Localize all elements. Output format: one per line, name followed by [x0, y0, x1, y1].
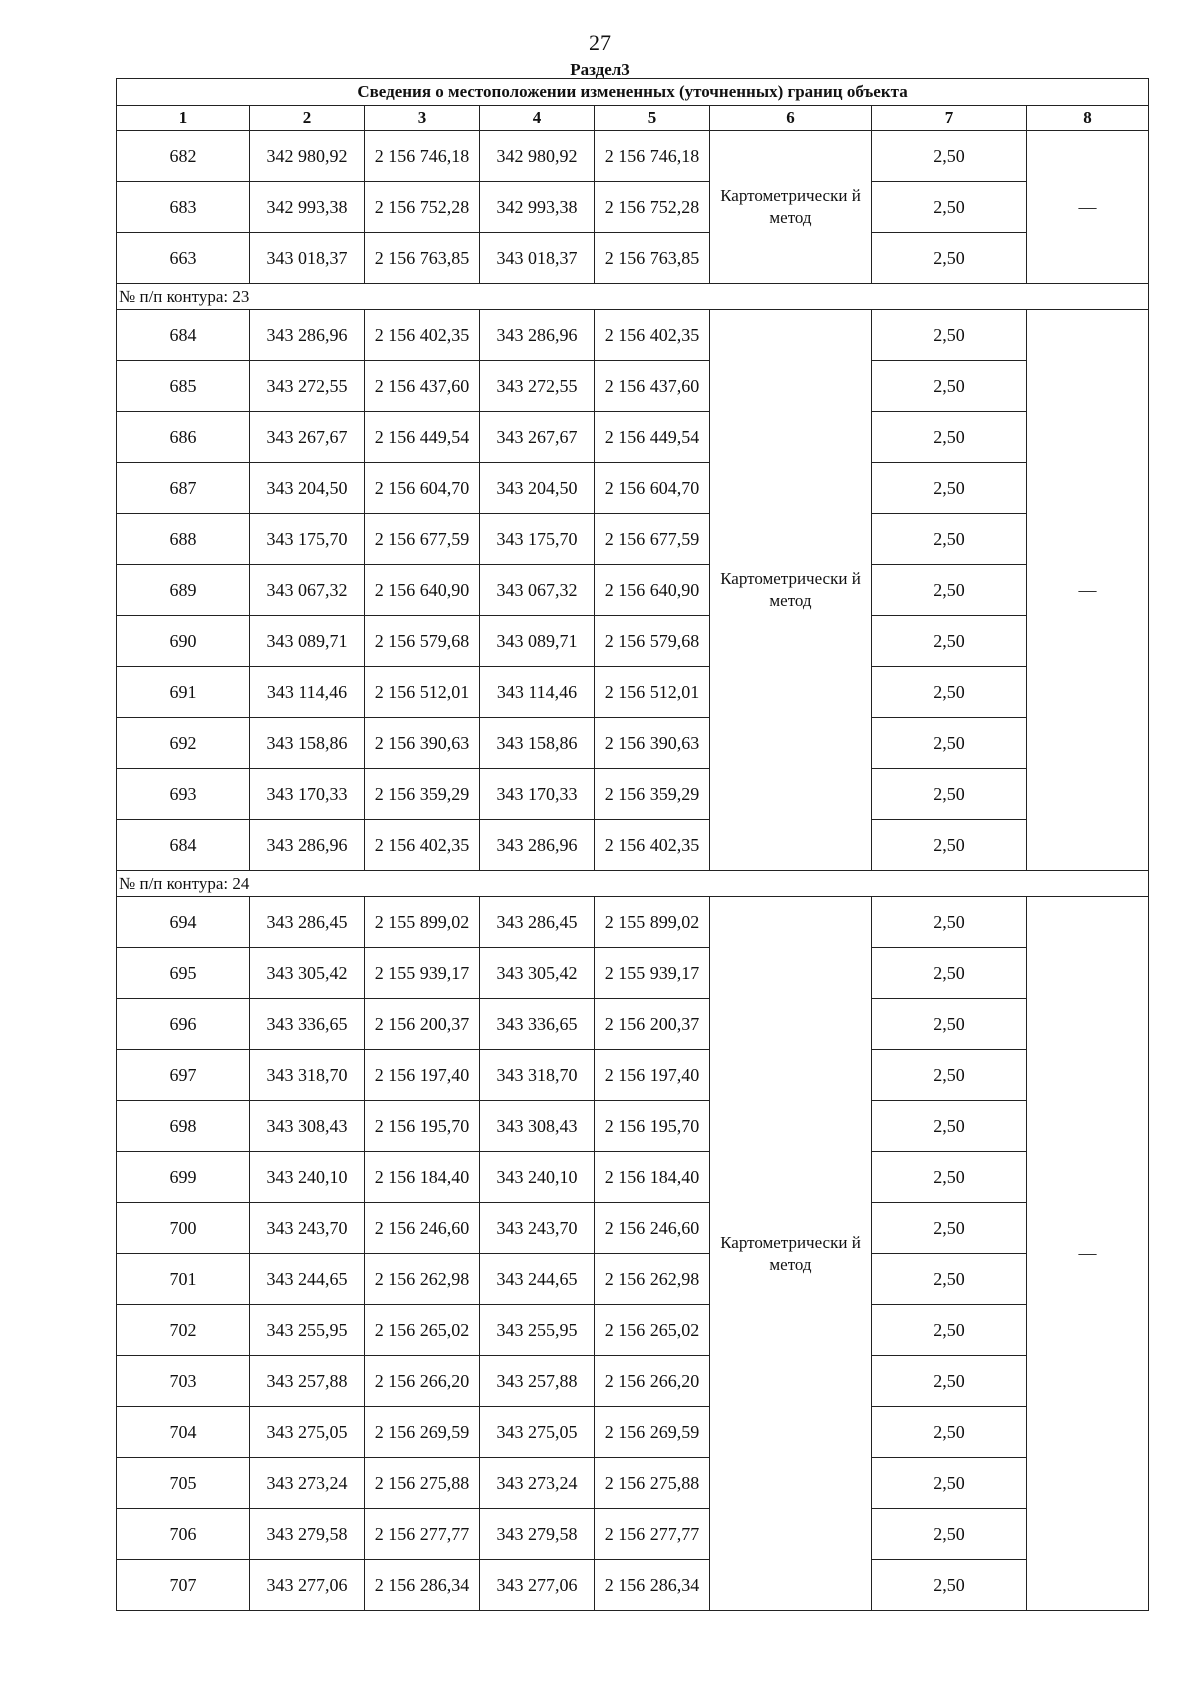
table-row [117, 361, 1149, 412]
precision-cell: 2,50 [872, 1101, 1027, 1152]
point-number-cell: 707 [117, 1560, 250, 1611]
y-coord-new-cell: 2 156 402,35 [595, 820, 710, 871]
col8-cell: — [1027, 131, 1149, 284]
column-number: 8 [1027, 106, 1149, 131]
y-coord-cell: 2 156 269,59 [365, 1407, 480, 1458]
table-row [117, 412, 1149, 463]
y-coord-new-cell: 2 156 746,18 [595, 131, 710, 182]
y-coord-cell: 2 156 286,34 [365, 1560, 480, 1611]
x-coord-cell: 343 273,24 [250, 1458, 365, 1509]
boundary-table [116, 78, 1149, 1611]
table-row [117, 131, 1149, 182]
y-coord-new-cell: 2 156 200,37 [595, 999, 710, 1050]
contour-label: № п/п контура: 24 [117, 871, 1149, 897]
y-coord-new-cell: 2 155 899,02 [595, 897, 710, 948]
precision-cell: 2,50 [872, 948, 1027, 999]
x-coord-cell: 343 286,96 [250, 820, 365, 871]
table-row [117, 1458, 1149, 1509]
precision-cell: 2,50 [872, 616, 1027, 667]
column-number: 7 [872, 106, 1027, 131]
x-coord-new-cell: 343 244,65 [480, 1254, 595, 1305]
x-coord-cell: 343 286,96 [250, 310, 365, 361]
y-coord-cell: 2 156 437,60 [365, 361, 480, 412]
precision-cell: 2,50 [872, 182, 1027, 233]
precision-cell: 2,50 [872, 1458, 1027, 1509]
x-coord-new-cell: 343 305,42 [480, 948, 595, 999]
x-coord-new-cell: 343 089,71 [480, 616, 595, 667]
precision-cell: 2,50 [872, 999, 1027, 1050]
x-coord-new-cell: 343 279,58 [480, 1509, 595, 1560]
x-coord-cell: 343 243,70 [250, 1203, 365, 1254]
y-coord-new-cell: 2 155 939,17 [595, 948, 710, 999]
y-coord-cell: 2 156 640,90 [365, 565, 480, 616]
point-number-cell: 692 [117, 718, 250, 769]
x-coord-cell: 343 267,67 [250, 412, 365, 463]
x-coord-new-cell: 343 286,96 [480, 310, 595, 361]
x-coord-new-cell: 343 257,88 [480, 1356, 595, 1407]
column-number: 5 [595, 106, 710, 131]
col8-cell: — [1027, 310, 1149, 871]
table-row [117, 182, 1149, 233]
point-number-cell: 684 [117, 820, 250, 871]
point-number-cell: 704 [117, 1407, 250, 1458]
x-coord-new-cell: 343 243,70 [480, 1203, 595, 1254]
table-row [117, 1305, 1149, 1356]
x-coord-cell: 343 277,06 [250, 1560, 365, 1611]
y-coord-new-cell: 2 156 275,88 [595, 1458, 710, 1509]
precision-cell: 2,50 [872, 233, 1027, 284]
precision-cell: 2,50 [872, 565, 1027, 616]
y-coord-new-cell: 2 156 266,20 [595, 1356, 710, 1407]
point-number-cell: 683 [117, 182, 250, 233]
y-coord-new-cell: 2 156 752,28 [595, 182, 710, 233]
point-number-cell: 691 [117, 667, 250, 718]
point-number-cell: 693 [117, 769, 250, 820]
precision-cell: 2,50 [872, 897, 1027, 948]
y-coord-cell: 2 156 266,20 [365, 1356, 480, 1407]
x-coord-cell: 343 175,70 [250, 514, 365, 565]
y-coord-cell: 2 156 275,88 [365, 1458, 480, 1509]
point-number-cell: 694 [117, 897, 250, 948]
x-coord-new-cell: 343 267,67 [480, 412, 595, 463]
y-coord-cell: 2 156 402,35 [365, 820, 480, 871]
x-coord-cell: 343 170,33 [250, 769, 365, 820]
point-number-cell: 695 [117, 948, 250, 999]
y-coord-cell: 2 156 746,18 [365, 131, 480, 182]
precision-cell: 2,50 [872, 667, 1027, 718]
precision-cell: 2,50 [872, 412, 1027, 463]
table-row [117, 718, 1149, 769]
x-coord-new-cell: 343 067,32 [480, 565, 595, 616]
precision-cell: 2,50 [872, 1356, 1027, 1407]
table-row [117, 616, 1149, 667]
precision-cell: 2,50 [872, 310, 1027, 361]
y-coord-cell: 2 156 184,40 [365, 1152, 480, 1203]
contour-label: № п/п контура: 23 [117, 284, 1149, 310]
point-number-cell: 663 [117, 233, 250, 284]
point-number-cell: 699 [117, 1152, 250, 1203]
x-coord-new-cell: 343 272,55 [480, 361, 595, 412]
table-row [117, 565, 1149, 616]
x-coord-new-cell: 342 980,92 [480, 131, 595, 182]
col8-cell: — [1027, 897, 1149, 1611]
precision-cell: 2,50 [872, 361, 1027, 412]
x-coord-new-cell: 343 158,86 [480, 718, 595, 769]
x-coord-cell: 343 255,95 [250, 1305, 365, 1356]
y-coord-new-cell: 2 156 677,59 [595, 514, 710, 565]
y-coord-cell: 2 156 512,01 [365, 667, 480, 718]
x-coord-cell: 342 993,38 [250, 182, 365, 233]
point-number-cell: 701 [117, 1254, 250, 1305]
x-coord-new-cell: 343 275,05 [480, 1407, 595, 1458]
precision-cell: 2,50 [872, 1305, 1027, 1356]
x-coord-cell: 343 018,37 [250, 233, 365, 284]
table-row [117, 463, 1149, 514]
table-row [117, 897, 1149, 948]
x-coord-new-cell: 343 286,96 [480, 820, 595, 871]
y-coord-new-cell: 2 156 197,40 [595, 1050, 710, 1101]
y-coord-cell: 2 155 899,02 [365, 897, 480, 948]
point-number-cell: 688 [117, 514, 250, 565]
table-row [117, 1407, 1149, 1458]
y-coord-cell: 2 156 763,85 [365, 233, 480, 284]
y-coord-new-cell: 2 156 579,68 [595, 616, 710, 667]
table-row [117, 820, 1149, 871]
y-coord-new-cell: 2 156 763,85 [595, 233, 710, 284]
precision-cell: 2,50 [872, 769, 1027, 820]
x-coord-new-cell: 342 993,38 [480, 182, 595, 233]
precision-cell: 2,50 [872, 1152, 1027, 1203]
point-number-cell: 687 [117, 463, 250, 514]
x-coord-cell: 343 114,46 [250, 667, 365, 718]
x-coord-cell: 343 275,05 [250, 1407, 365, 1458]
precision-cell: 2,50 [872, 131, 1027, 182]
precision-cell: 2,50 [872, 514, 1027, 565]
y-coord-new-cell: 2 156 269,59 [595, 1407, 710, 1458]
x-coord-cell: 343 067,32 [250, 565, 365, 616]
point-number-cell: 686 [117, 412, 250, 463]
precision-cell: 2,50 [872, 1560, 1027, 1611]
y-coord-cell: 2 156 262,98 [365, 1254, 480, 1305]
y-coord-new-cell: 2 156 359,29 [595, 769, 710, 820]
point-number-cell: 682 [117, 131, 250, 182]
point-number-cell: 697 [117, 1050, 250, 1101]
x-coord-cell: 343 240,10 [250, 1152, 365, 1203]
x-coord-new-cell: 343 318,70 [480, 1050, 595, 1101]
table-title: Сведения о местоположении измененных (уточненных) границ объекта [117, 79, 1149, 106]
x-coord-new-cell: 343 114,46 [480, 667, 595, 718]
table-row [117, 769, 1149, 820]
x-coord-cell: 343 158,86 [250, 718, 365, 769]
point-number-cell: 696 [117, 999, 250, 1050]
y-coord-new-cell: 2 156 449,54 [595, 412, 710, 463]
table-row [117, 1203, 1149, 1254]
y-coord-cell: 2 156 677,59 [365, 514, 480, 565]
x-coord-cell: 343 336,65 [250, 999, 365, 1050]
method-cell: Картометрически й метод [710, 131, 872, 284]
x-coord-cell: 343 272,55 [250, 361, 365, 412]
y-coord-cell: 2 156 277,77 [365, 1509, 480, 1560]
x-coord-cell: 343 204,50 [250, 463, 365, 514]
column-number: 1 [117, 106, 250, 131]
y-coord-cell: 2 156 579,68 [365, 616, 480, 667]
x-coord-new-cell: 343 255,95 [480, 1305, 595, 1356]
point-number-cell: 698 [117, 1101, 250, 1152]
method-cell: Картометрически й метод [710, 310, 872, 871]
y-coord-cell: 2 156 359,29 [365, 769, 480, 820]
y-coord-new-cell: 2 156 402,35 [595, 310, 710, 361]
y-coord-new-cell: 2 156 246,60 [595, 1203, 710, 1254]
x-coord-new-cell: 343 170,33 [480, 769, 595, 820]
y-coord-cell: 2 156 246,60 [365, 1203, 480, 1254]
y-coord-new-cell: 2 156 604,70 [595, 463, 710, 514]
point-number-cell: 702 [117, 1305, 250, 1356]
precision-cell: 2,50 [872, 1050, 1027, 1101]
x-coord-cell: 343 089,71 [250, 616, 365, 667]
y-coord-cell: 2 156 449,54 [365, 412, 480, 463]
x-coord-cell: 342 980,92 [250, 131, 365, 182]
point-number-cell: 700 [117, 1203, 250, 1254]
table-row [117, 514, 1149, 565]
x-coord-new-cell: 343 204,50 [480, 463, 595, 514]
point-number-cell: 705 [117, 1458, 250, 1509]
x-coord-new-cell: 343 308,43 [480, 1101, 595, 1152]
y-coord-cell: 2 156 402,35 [365, 310, 480, 361]
y-coord-new-cell: 2 156 184,40 [595, 1152, 710, 1203]
point-number-cell: 684 [117, 310, 250, 361]
y-coord-cell: 2 156 197,40 [365, 1050, 480, 1101]
point-number-cell: 703 [117, 1356, 250, 1407]
table-row [117, 1152, 1149, 1203]
y-coord-new-cell: 2 156 437,60 [595, 361, 710, 412]
column-number: 3 [365, 106, 480, 131]
x-coord-cell: 343 305,42 [250, 948, 365, 999]
table-row [117, 1050, 1149, 1101]
column-number: 6 [710, 106, 872, 131]
x-coord-new-cell: 343 273,24 [480, 1458, 595, 1509]
table-row [117, 1101, 1149, 1152]
table-row [117, 1254, 1149, 1305]
precision-cell: 2,50 [872, 1203, 1027, 1254]
x-coord-cell: 343 286,45 [250, 897, 365, 948]
x-coord-cell: 343 318,70 [250, 1050, 365, 1101]
y-coord-new-cell: 2 156 277,77 [595, 1509, 710, 1560]
point-number-cell: 706 [117, 1509, 250, 1560]
point-number-cell: 690 [117, 616, 250, 667]
y-coord-cell: 2 156 752,28 [365, 182, 480, 233]
precision-cell: 2,50 [872, 820, 1027, 871]
page-number: 27 [589, 30, 611, 55]
y-coord-new-cell: 2 156 195,70 [595, 1101, 710, 1152]
y-coord-cell: 2 156 390,63 [365, 718, 480, 769]
table-row [117, 667, 1149, 718]
table-row [117, 1356, 1149, 1407]
table-row [117, 948, 1149, 999]
y-coord-new-cell: 2 156 390,63 [595, 718, 710, 769]
precision-cell: 2,50 [872, 463, 1027, 514]
table-row [117, 1560, 1149, 1611]
y-coord-new-cell: 2 156 262,98 [595, 1254, 710, 1305]
y-coord-cell: 2 156 604,70 [365, 463, 480, 514]
point-number-cell: 689 [117, 565, 250, 616]
y-coord-new-cell: 2 156 640,90 [595, 565, 710, 616]
contour-row [117, 284, 1149, 310]
precision-cell: 2,50 [872, 718, 1027, 769]
x-coord-new-cell: 343 240,10 [480, 1152, 595, 1203]
x-coord-new-cell: 343 018,37 [480, 233, 595, 284]
y-coord-new-cell: 2 156 512,01 [595, 667, 710, 718]
table-row [117, 999, 1149, 1050]
x-coord-new-cell: 343 277,06 [480, 1560, 595, 1611]
precision-cell: 2,50 [872, 1407, 1027, 1458]
y-coord-cell: 2 156 200,37 [365, 999, 480, 1050]
y-coord-new-cell: 2 156 286,34 [595, 1560, 710, 1611]
x-coord-new-cell: 343 286,45 [480, 897, 595, 948]
table-row [117, 1509, 1149, 1560]
x-coord-cell: 343 244,65 [250, 1254, 365, 1305]
x-coord-cell: 343 279,58 [250, 1509, 365, 1560]
contour-row [117, 871, 1149, 897]
section-label: Раздел3 [570, 60, 630, 79]
x-coord-new-cell: 343 336,65 [480, 999, 595, 1050]
column-number: 2 [250, 106, 365, 131]
table-body [117, 131, 1149, 1611]
x-coord-cell: 343 257,88 [250, 1356, 365, 1407]
x-coord-cell: 343 308,43 [250, 1101, 365, 1152]
y-coord-cell: 2 156 265,02 [365, 1305, 480, 1356]
y-coord-cell: 2 155 939,17 [365, 948, 480, 999]
table-row [117, 233, 1149, 284]
x-coord-new-cell: 343 175,70 [480, 514, 595, 565]
y-coord-new-cell: 2 156 265,02 [595, 1305, 710, 1356]
column-number: 4 [480, 106, 595, 131]
precision-cell: 2,50 [872, 1254, 1027, 1305]
table-row [117, 310, 1149, 361]
method-cell: Картометрически й метод [710, 897, 872, 1611]
y-coord-cell: 2 156 195,70 [365, 1101, 480, 1152]
point-number-cell: 685 [117, 361, 250, 412]
precision-cell: 2,50 [872, 1509, 1027, 1560]
